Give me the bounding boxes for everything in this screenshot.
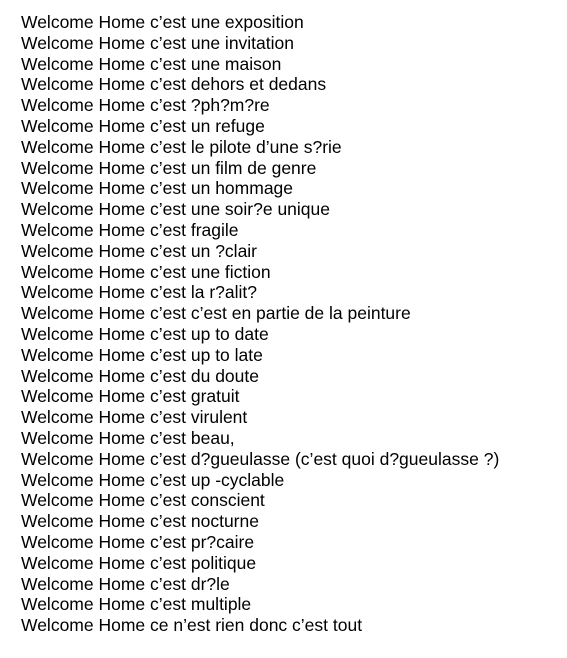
text-line: Welcome Home c’est la r?alit?: [21, 282, 258, 303]
text-line: Welcome Home c’est ?ph?m?re: [21, 95, 270, 116]
text-line: Welcome Home c’est un ?clair: [21, 240, 258, 261]
text-line: Welcome Home c’est dr?le: [21, 573, 230, 594]
text-line: Welcome Home c’est dehors et dedans: [21, 74, 327, 95]
text-line: Welcome Home c’est d?gueulasse (c’est quoi d?gueulasse ?): [21, 448, 500, 469]
text-line: Welcome Home c’est un refuge: [21, 115, 265, 136]
text-line: Welcome Home c’est c’est en partie de la peinture: [21, 303, 411, 324]
text-document: [21, 12, 561, 636]
text-line: Welcome Home c’est nocturne: [21, 511, 259, 532]
text-line: Welcome Home c’est un film de genre: [21, 157, 317, 178]
text-line: Welcome Home c’est conscient: [21, 490, 265, 511]
text-line: Welcome Home c’est un hommage: [21, 178, 294, 199]
text-line: Welcome Home c’est le pilote d’une s?rie: [21, 136, 342, 157]
text-line: Welcome Home c’est du doute: [21, 365, 259, 386]
text-line: Welcome Home c’est fragile: [21, 219, 239, 240]
text-line: Welcome Home ce n’est rien donc c’est tout: [21, 615, 363, 636]
text-line: Welcome Home c’est multiple: [21, 594, 252, 615]
text-line: Welcome Home c’est up to date: [21, 323, 269, 344]
text-line: Welcome Home c’est pr?caire: [21, 531, 255, 552]
text-line: Welcome Home c’est une invitation: [21, 32, 294, 53]
text-line: Welcome Home c’est politique: [21, 552, 257, 573]
text-line: Welcome Home c’est up -cyclable: [21, 469, 285, 490]
text-line: Welcome Home c’est up to late: [21, 344, 263, 365]
text-line: Welcome Home c’est une soir?e unique: [21, 199, 331, 220]
text-line: Welcome Home c’est gratuit: [21, 386, 240, 407]
text-line: Welcome Home c’est une fiction: [21, 261, 271, 282]
text-line: Welcome Home c’est virulent: [21, 407, 248, 428]
text-line: Welcome Home c’est beau,: [21, 427, 235, 448]
text-line: Welcome Home c’est une exposition: [21, 12, 304, 32]
text-line: Welcome Home c’est une maison: [21, 53, 282, 74]
